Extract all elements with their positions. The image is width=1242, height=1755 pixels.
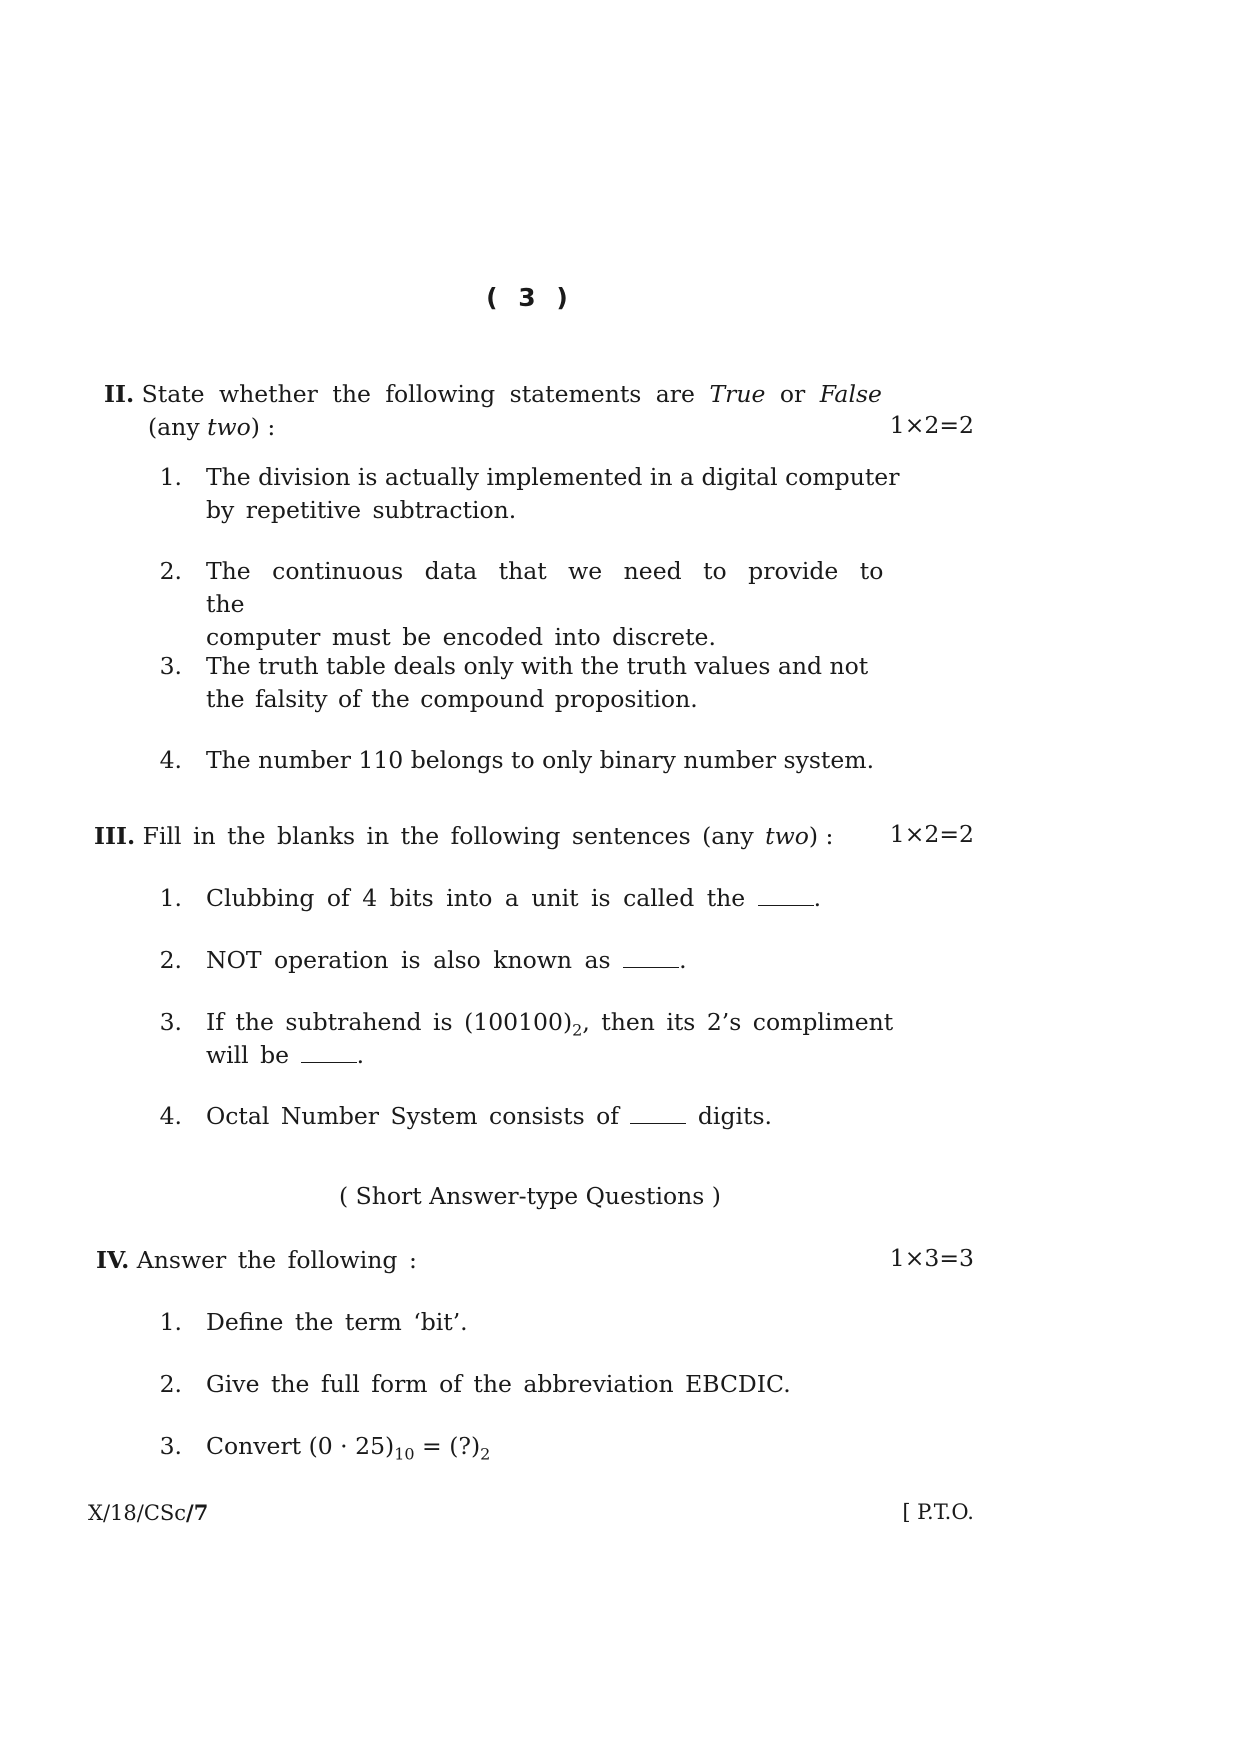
list-item (158, 461, 938, 531)
colon: ) : (250, 413, 276, 441)
section-heading: ( Short Answer-type Questions ) (339, 1182, 721, 1210)
item-number: 1. (159, 463, 182, 491)
item-text: Define the term ‘bit’. (206, 1308, 468, 1336)
item-text (206, 555, 914, 654)
question-2-subline (148, 411, 275, 444)
item-text-part: will be (206, 1041, 301, 1069)
item-line: computer must be encoded into discrete. (206, 623, 716, 651)
item-text-part: , then its 2’s compliment (582, 1008, 894, 1036)
item-number: 3. (159, 1008, 182, 1036)
item-text-part: If the subtrahend is (100100) (206, 1008, 573, 1036)
item-line: The truth table deals only with the truth values and not (206, 652, 869, 680)
list-item (158, 1006, 938, 1076)
item-text-part: NOT operation is also known as (206, 946, 624, 974)
item-text-part: digits. (686, 1102, 772, 1130)
question-2-number: II. (104, 380, 135, 408)
item-line: the falsity of the compound proposition. (206, 685, 698, 713)
item-text (206, 650, 914, 716)
item-text (206, 882, 914, 915)
item-text-part: . (356, 1041, 365, 1069)
subscript: 10 (394, 1444, 415, 1464)
any-text: (any (148, 413, 208, 441)
question-3-heading (94, 820, 833, 853)
item-number: 3. (159, 1432, 182, 1460)
item-line (206, 1039, 914, 1072)
item-text-part: = (?) (414, 1432, 481, 1460)
list-item (158, 650, 938, 720)
item-number: 1. (159, 1308, 182, 1336)
fill-blank (630, 1101, 686, 1124)
item-number: 2. (159, 1370, 182, 1398)
item-text: The number 110 belongs to only binary number system. (206, 746, 875, 774)
item-number: 4. (159, 746, 182, 774)
item-text-part: Convert (0 · 25) (206, 1432, 395, 1460)
question-2-marks: 1×2=2 (889, 411, 974, 439)
item-text (206, 1430, 914, 1463)
or-word: or (765, 380, 820, 408)
paper-code-bold: /7 (186, 1500, 209, 1525)
item-line: by repetitive subtraction. (206, 496, 517, 524)
item-number: 3. (159, 652, 182, 680)
item-number: 4. (159, 1102, 182, 1130)
item-number: 2. (159, 946, 182, 974)
pto-note: [ P.T.O. (902, 1500, 974, 1524)
question-3-text: Fill in the blanks in the following sentences (any (142, 822, 766, 850)
item-number: 2. (159, 557, 182, 585)
colon: ) : (808, 822, 834, 850)
fill-blank (301, 1040, 357, 1063)
item-line: The continuous data that we need to provide to the (206, 557, 884, 618)
item-text (206, 1100, 914, 1133)
paper-code (88, 1500, 208, 1525)
question-4-text: Answer the following : (136, 1246, 417, 1274)
question-3-number: III. (94, 822, 136, 850)
fill-blank (758, 883, 814, 906)
item-text: Give the full form of the abbreviation EBCDIC. (206, 1370, 791, 1398)
list-item (158, 555, 938, 651)
item-text (206, 461, 914, 527)
two-word: two (207, 413, 251, 441)
question-4-number: IV. (96, 1246, 130, 1274)
page-number: ( 3 ) (486, 283, 574, 312)
paper-code-text: X/18/CSc (88, 1501, 187, 1525)
two-word: two (765, 822, 809, 850)
item-number: 1. (159, 884, 182, 912)
item-text-part: Clubbing of 4 bits into a unit is called the (206, 884, 758, 912)
true-word: True (709, 380, 766, 408)
item-text-part: Octal Number System consists of (206, 1102, 631, 1130)
question-2-heading (104, 378, 924, 411)
question-4-marks: 1×3=3 (889, 1244, 974, 1272)
subscript: 2 (480, 1444, 491, 1464)
item-text-part: . (813, 884, 822, 912)
subscript: 2 (572, 1020, 583, 1040)
item-line: The division is actually implemented in a digital computer (206, 463, 900, 491)
question-2-text: State whether the following statements are (141, 380, 710, 408)
question-4-heading (96, 1244, 417, 1277)
item-text-part: . (679, 946, 687, 974)
item-text (206, 944, 914, 977)
item-line (206, 1006, 914, 1039)
question-3-marks: 1×2=2 (889, 820, 974, 848)
fill-blank (623, 945, 679, 968)
false-word: False (819, 380, 882, 408)
item-text (206, 1006, 914, 1072)
